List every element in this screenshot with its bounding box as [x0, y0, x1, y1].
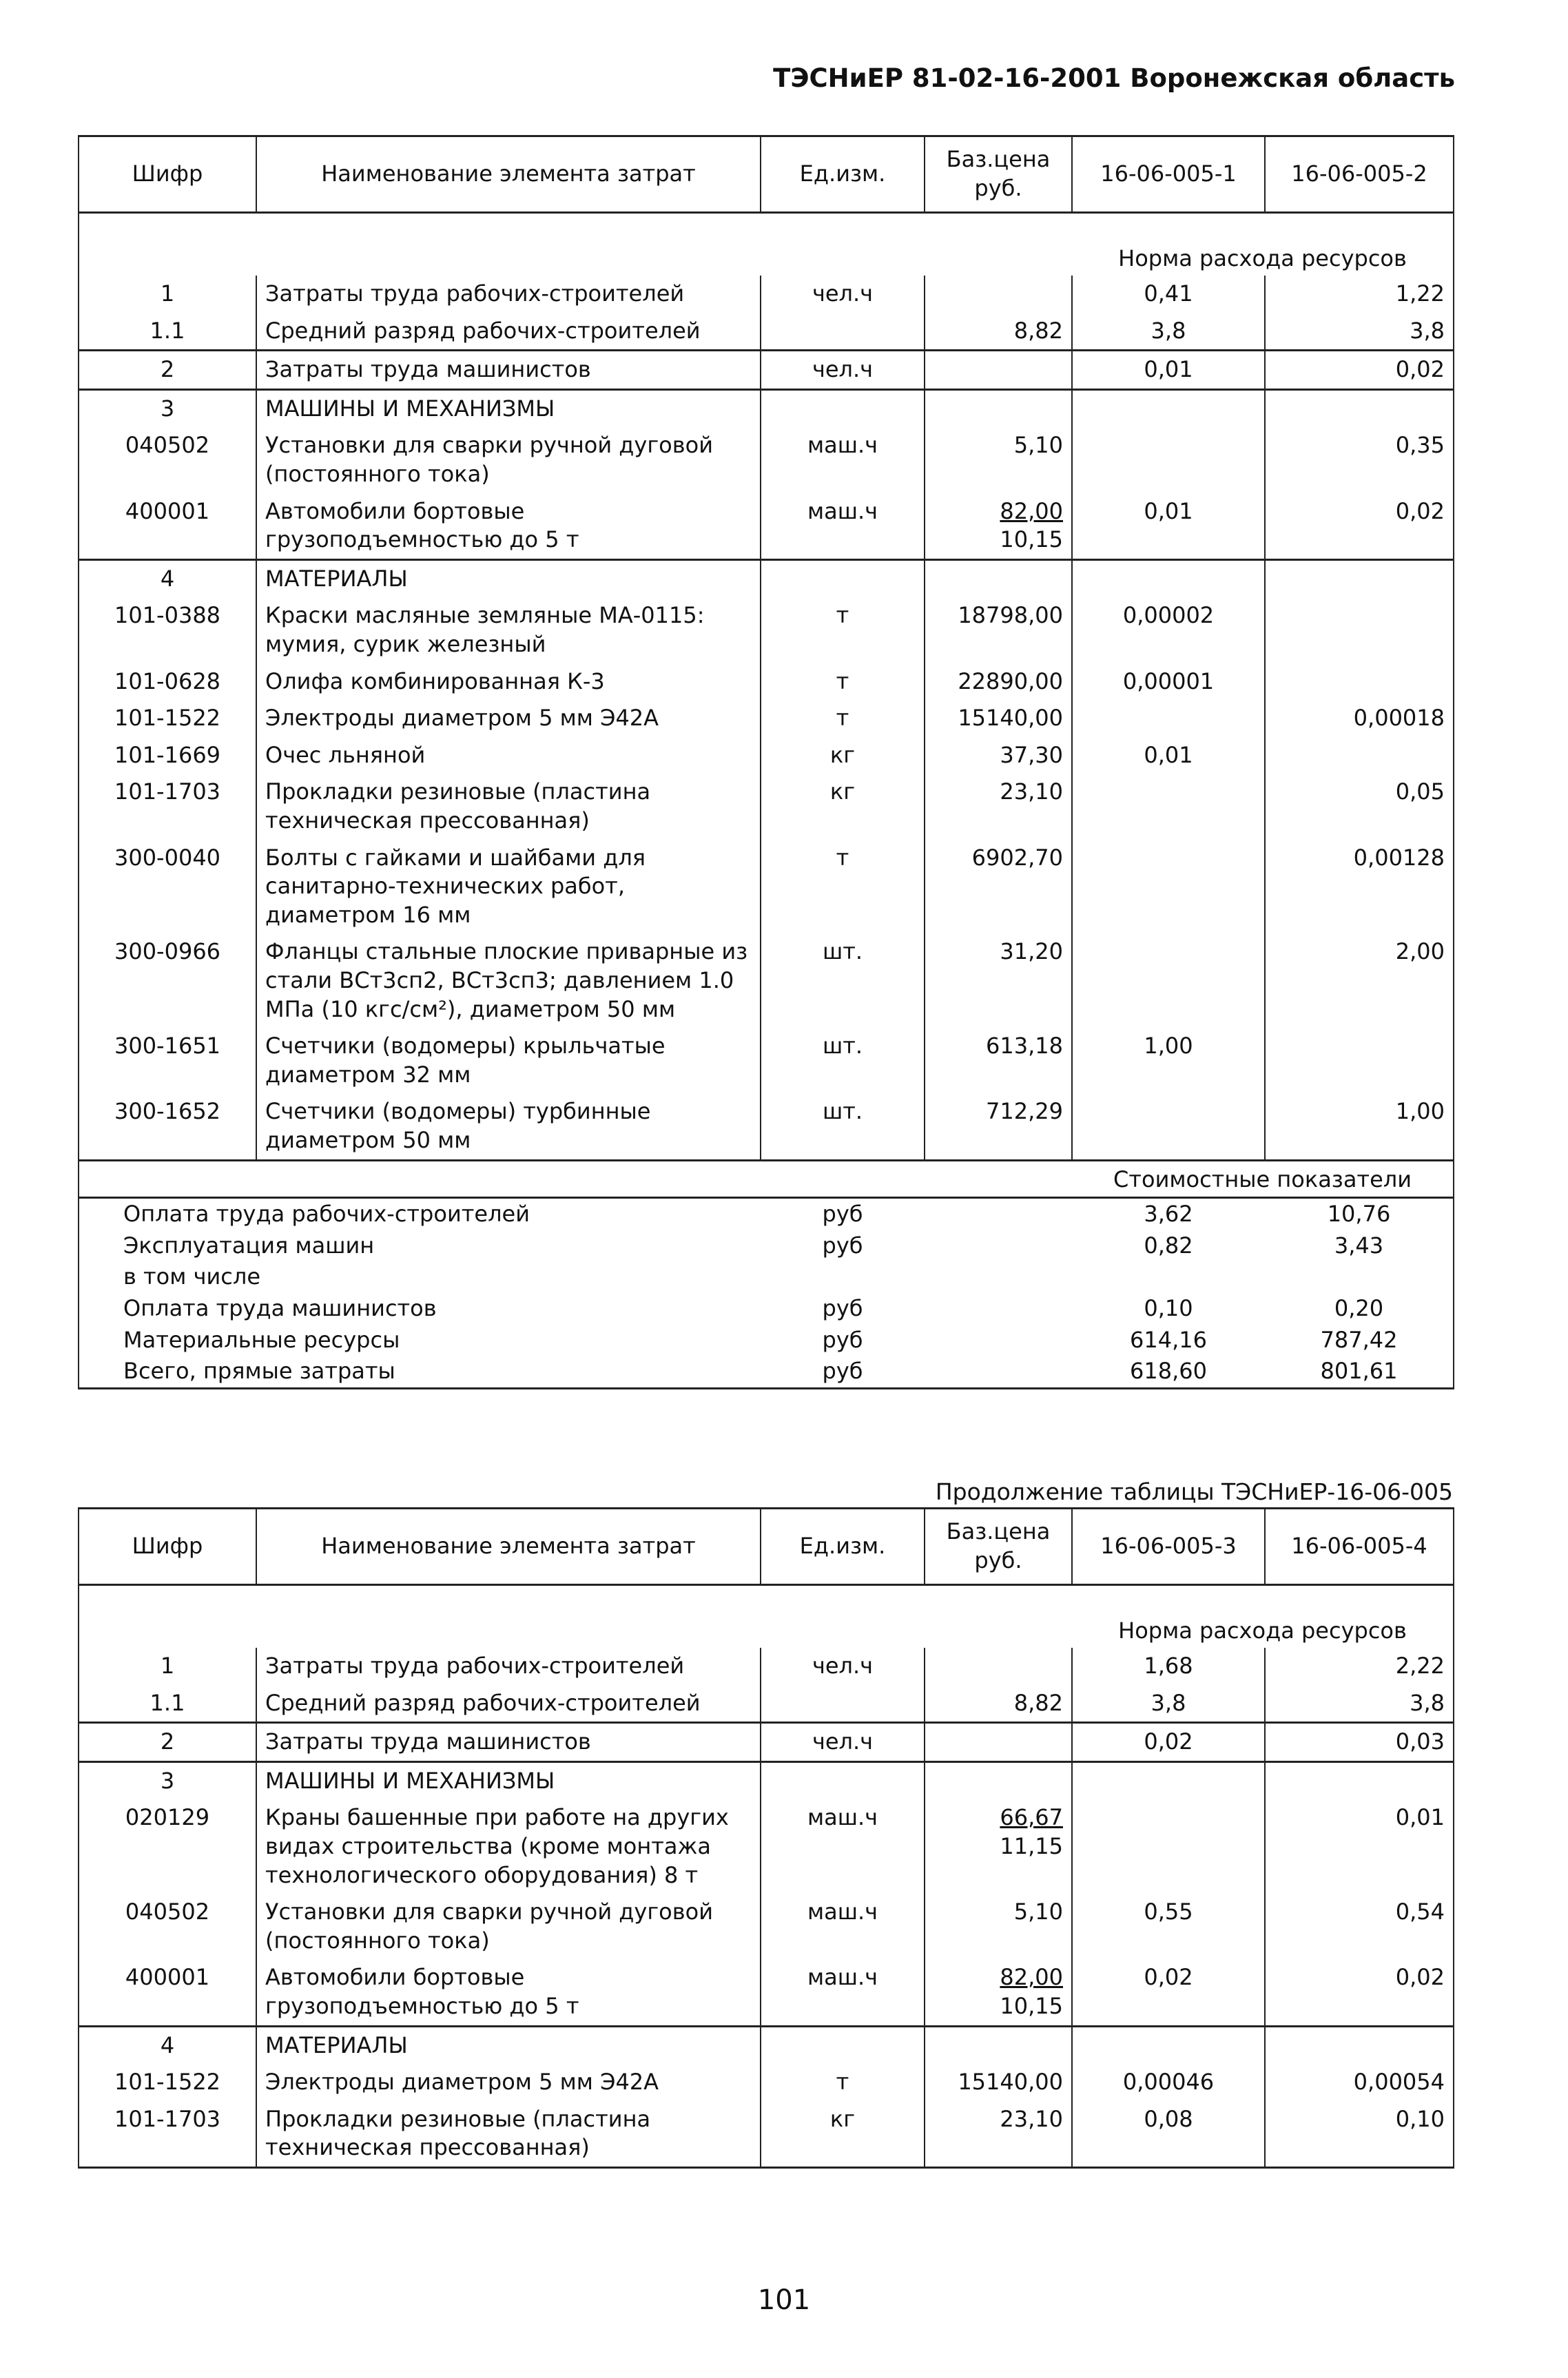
totals-row	[79, 1325, 1454, 1356]
cell-price	[925, 2101, 1072, 2168]
cell-price	[925, 351, 1072, 390]
total-label: Всего, прямые затраты	[79, 1356, 761, 1388]
cell-code: 1	[79, 276, 256, 313]
cost-totals	[79, 1198, 1454, 1389]
price-value: 23,10	[1000, 2105, 1063, 2132]
price-value-secondary: 11,15	[1000, 1833, 1063, 1860]
cell-norm-a: 3,8	[1072, 1685, 1265, 1723]
cell-norm-b: 0,02	[1265, 1959, 1454, 2026]
cell-name: Средний разряд рабочих-строителей	[256, 313, 761, 351]
cell-unit: кг	[761, 737, 925, 774]
total-value-a: 0,82	[1144, 1232, 1193, 1259]
cell-norm-a: 3,8	[1072, 313, 1265, 351]
cell-norm-b: 0,03	[1265, 1723, 1454, 1762]
cell-code: 101-0628	[79, 663, 256, 701]
norm-section-band	[79, 240, 1454, 276]
price-value: 18798,00	[958, 602, 1063, 629]
cell-unit	[761, 559, 925, 597]
resource-norm-table-2	[78, 1507, 1454, 2169]
cell-norm-a: 0,01	[1072, 351, 1265, 390]
cell-norm-b	[1265, 2026, 1454, 2064]
total-value-a: 0,10	[1144, 1294, 1193, 1321]
cell-norm-b	[1265, 1761, 1454, 1799]
total-empty	[925, 1356, 1072, 1388]
column-header-code: Шифр	[79, 136, 256, 213]
cost-section-label: Стоимостные показатели	[1072, 1160, 1454, 1198]
cell-name: Счетчики (водомеры) турбинные диаметром 50 мм	[256, 1093, 761, 1160]
total-value-a: 3,62	[1072, 1198, 1265, 1230]
cell-unit: шт.	[761, 933, 925, 1028]
cell-unit: чел.ч	[761, 276, 925, 313]
cell-norm-b	[1265, 663, 1454, 701]
total-value-b: 801,61	[1265, 1356, 1454, 1388]
table-row	[79, 1685, 1454, 1723]
cell-norm-b	[1265, 389, 1454, 427]
cell-name: Автомобили бортовые грузоподъемностью до 5 т	[256, 493, 761, 560]
cell-norm-a: 0,55	[1072, 1894, 1265, 1959]
cell-unit: т	[761, 597, 925, 663]
cell-norm-b: 1,22	[1265, 276, 1454, 313]
cell-unit	[761, 313, 925, 351]
column-header-code: Шифр	[79, 1509, 256, 1585]
table-row	[79, 663, 1454, 701]
total-value-a	[1072, 1261, 1265, 1293]
cell-price	[925, 1959, 1072, 2026]
cell-norm-a: 0,00001	[1072, 663, 1265, 701]
price-value: 613,18	[986, 1033, 1063, 1059]
table-row	[79, 427, 1454, 493]
total-unit: руб	[761, 1198, 925, 1230]
cell-name: Затраты труда рабочих-строителей	[256, 276, 761, 313]
total-value-a: 614,16	[1130, 1326, 1207, 1353]
cell-name: Болты с гайками и шайбами для санитарно-технических работ, диаметром 16 мм	[256, 840, 761, 934]
total-label: Оплата труда машинистов	[79, 1293, 761, 1325]
spacer-row	[79, 1585, 1454, 1613]
price-value: 66,67	[1000, 1804, 1063, 1831]
cell-code: 101-1669	[79, 737, 256, 774]
cell-norm-a	[1072, 1761, 1265, 1799]
table-row	[79, 1093, 1454, 1160]
cell-price	[925, 840, 1072, 934]
cell-code: 3	[79, 1761, 256, 1799]
cell-code: 400001	[79, 1959, 256, 2026]
cell-code: 2	[79, 351, 256, 390]
cell-code: 300-0040	[79, 840, 256, 934]
cell-name: Прокладки резиновые (пластина техническая прессованная)	[256, 774, 761, 839]
cell-norm-b: 0,02	[1265, 351, 1454, 390]
cell-code: 101-1522	[79, 2064, 256, 2101]
cell-unit: маш.ч	[761, 427, 925, 493]
price-value: 712,29	[986, 1098, 1063, 1125]
resource-rows	[79, 276, 1454, 1160]
cell-code: 020129	[79, 1799, 256, 1894]
cell-unit: маш.ч	[761, 1959, 925, 2026]
cell-norm-a: 0,00002	[1072, 597, 1265, 663]
table-row	[79, 737, 1454, 774]
totals-row	[79, 1293, 1454, 1325]
total-label: в том числе	[79, 1261, 761, 1293]
price-value: 5,10	[1013, 432, 1063, 459]
table-body	[79, 1585, 1454, 1648]
cell-norm-a: 0,01	[1072, 737, 1265, 774]
cell-unit: кг	[761, 2101, 925, 2168]
cell-norm-a	[1072, 933, 1265, 1028]
total-value-b: 10,76	[1265, 1198, 1454, 1230]
column-header-price: Баз.цена руб.	[925, 136, 1072, 213]
cell-norm-a: 0,08	[1072, 2101, 1265, 2168]
price-value: 23,10	[1000, 778, 1063, 805]
norm-section-label: Норма расхода ресурсов	[1072, 240, 1454, 276]
cell-norm-b: 0,10	[1265, 2101, 1454, 2168]
table-row	[79, 774, 1454, 839]
totals-row	[79, 1261, 1454, 1293]
cell-unit: т	[761, 2064, 925, 2101]
cell-unit	[761, 389, 925, 427]
cell-norm-a	[1072, 559, 1265, 597]
total-empty	[925, 1230, 1072, 1262]
table-row	[79, 1799, 1454, 1894]
price-value: 82,00	[1000, 1964, 1063, 1991]
table-row	[79, 1648, 1454, 1685]
cell-price	[925, 737, 1072, 774]
cell-unit: маш.ч	[761, 493, 925, 560]
cell-norm-a: 0,41	[1072, 276, 1265, 313]
cell-norm-a: 0,02	[1072, 1723, 1265, 1762]
table-row	[79, 597, 1454, 663]
total-empty	[925, 1325, 1072, 1356]
price-value: 22890,00	[958, 668, 1063, 694]
cell-unit: т	[761, 663, 925, 701]
column-header-price: Баз.цена руб.	[925, 1509, 1072, 1585]
table-row	[79, 1761, 1454, 1799]
cell-norm-a: 0,02	[1072, 1959, 1265, 2026]
resource-norm-table-1	[78, 135, 1454, 1389]
cell-name: Олифа комбинированная К-3	[256, 663, 761, 701]
totals-row	[79, 1230, 1454, 1262]
column-header-norm-a: 16-06-005-3	[1072, 1509, 1265, 1585]
cell-norm-b: 0,01	[1265, 1799, 1454, 1894]
cell-price	[925, 1028, 1072, 1093]
cell-code: 4	[79, 559, 256, 597]
cell-code: 101-1522	[79, 700, 256, 737]
cell-price	[925, 1093, 1072, 1160]
cell-norm-a	[1072, 840, 1265, 934]
cell-price	[925, 700, 1072, 737]
cell-norm-b	[1265, 1028, 1454, 1093]
cell-name: Установки для сварки ручной дуговой (постоянного тока)	[256, 427, 761, 493]
column-header-name: Наименование элемента затрат	[256, 136, 761, 213]
cell-price	[925, 1648, 1072, 1685]
total-unit: руб	[822, 1232, 863, 1259]
cell-price	[925, 559, 1072, 597]
cell-norm-b: 2,00	[1265, 933, 1454, 1028]
cell-name: Установки для сварки ручной дуговой (постоянного тока)	[256, 1894, 761, 1959]
cell-norm-a	[1072, 427, 1265, 493]
cell-unit: т	[761, 700, 925, 737]
table-row	[79, 559, 1454, 597]
table-row	[79, 1959, 1454, 2026]
cell-norm-b: 0,00054	[1265, 2064, 1454, 2101]
table-row	[79, 2064, 1454, 2101]
cost-section	[79, 1160, 1454, 1198]
cell-price	[925, 389, 1072, 427]
table-row	[79, 1028, 1454, 1093]
cell-code: 101-1703	[79, 2101, 256, 2168]
cell-name: Счетчики (водомеры) крыльчатые диаметром 32 мм	[256, 1028, 761, 1093]
table-row	[79, 840, 1454, 934]
price-value: 31,20	[1000, 938, 1063, 965]
price-value: 82,00	[1000, 497, 1063, 524]
cell-norm-a	[1072, 700, 1265, 737]
table-header-row	[79, 1509, 1454, 1585]
total-unit	[761, 1261, 925, 1293]
cell-unit: шт.	[761, 1093, 925, 1160]
cell-price	[925, 493, 1072, 560]
cell-unit: кг	[761, 774, 925, 839]
cell-code: 2	[79, 1723, 256, 1762]
cell-price	[925, 1799, 1072, 1894]
cell-code: 1.1	[79, 1685, 256, 1723]
cell-name: Фланцы стальные плоские приварные из стали ВСт3сп2, ВСт3сп3; давлением 1.0 МПа (10 кгс/см²), диаметром 50 мм	[256, 933, 761, 1028]
table-row	[79, 933, 1454, 1028]
cell-norm-b: 0,35	[1265, 427, 1454, 493]
cell-code: 300-0966	[79, 933, 256, 1028]
cell-code: 1	[79, 1648, 256, 1685]
cell-unit: чел.ч	[761, 1723, 925, 1762]
column-header-norm-b: 16-06-005-2	[1265, 136, 1454, 213]
cell-norm-a	[1072, 1799, 1265, 1894]
norm-section-band	[79, 1613, 1454, 1648]
price-value: 37,30	[1000, 741, 1063, 768]
resource-rows	[79, 1648, 1454, 2167]
cell-norm-b: 2,22	[1265, 1648, 1454, 1685]
price-value: 8,82	[1013, 317, 1063, 344]
cell-unit: шт.	[761, 1028, 925, 1093]
table-row	[79, 2101, 1454, 2168]
table-row	[79, 313, 1454, 351]
cell-norm-b	[1265, 559, 1454, 597]
cell-norm-b: 0,54	[1265, 1894, 1454, 1959]
cell-price	[925, 2064, 1072, 2101]
totals-row	[79, 1198, 1454, 1230]
cell-price	[925, 1894, 1072, 1959]
cell-price	[925, 1685, 1072, 1723]
cell-norm-a: 1,00	[1072, 1028, 1265, 1093]
cell-norm-b: 0,05	[1265, 774, 1454, 839]
cell-norm-b	[1265, 597, 1454, 663]
cell-norm-a: 1,68	[1072, 1648, 1265, 1685]
cell-name: Прокладки резиновые (пластина техническая прессованная)	[256, 2101, 761, 2168]
price-value: 5,10	[1013, 1899, 1063, 1925]
price-value-secondary: 10,15	[1000, 1993, 1063, 2020]
cell-price	[925, 774, 1072, 839]
total-label: Материальные ресурсы	[79, 1325, 761, 1356]
cell-code: 1.1	[79, 313, 256, 351]
cell-price	[925, 2026, 1072, 2064]
cost-section-band	[79, 1160, 1454, 1198]
column-header-unit: Ед.изм.	[761, 1509, 925, 1585]
cell-norm-b: 0,00018	[1265, 700, 1454, 737]
total-value-b: 3,43	[1265, 1230, 1454, 1262]
table-row	[79, 351, 1454, 390]
cell-name: Краски масляные земляные МА-0115: мумия, сурик железный	[256, 597, 761, 663]
cell-code: 040502	[79, 1894, 256, 1959]
cell-unit: т	[761, 840, 925, 934]
total-label: Эксплуатация машин	[79, 1230, 761, 1262]
total-label: Оплата труда рабочих-строителей	[79, 1198, 761, 1230]
cell-norm-b: 1,00	[1265, 1093, 1454, 1160]
cell-norm-a	[1072, 2026, 1265, 2064]
cell-price	[925, 597, 1072, 663]
cell-norm-a	[1072, 389, 1265, 427]
cell-price	[925, 427, 1072, 493]
cell-code: 300-1651	[79, 1028, 256, 1093]
cell-price	[925, 933, 1072, 1028]
cell-name: Электроды диаметром 5 мм Э42А	[256, 2064, 761, 2101]
table-body	[79, 213, 1454, 276]
cell-price	[925, 1761, 1072, 1799]
total-empty	[925, 1198, 1072, 1230]
cell-norm-b	[1265, 737, 1454, 774]
column-header-norm-a: 16-06-005-1	[1072, 136, 1265, 213]
cell-price	[925, 1723, 1072, 1762]
continuation-title: Продолжение таблицы ТЭСНиЕР-16-06-005	[935, 1478, 1453, 1505]
cell-norm-a: 0,01	[1072, 493, 1265, 560]
page-number: 101	[757, 2284, 811, 2316]
cell-name: Затраты труда машинистов	[256, 351, 761, 390]
document-header-title: ТЭСНиЕР 81-02-16-2001 Воронежская область	[773, 63, 1455, 93]
price-value: 15140,00	[958, 2069, 1063, 2096]
cell-name: МАШИНЫ И МЕХАНИЗМЫ	[256, 1761, 761, 1799]
cell-norm-a	[1072, 1093, 1265, 1160]
price-value: 6902,70	[971, 844, 1063, 871]
norm-section-label: Норма расхода ресурсов	[1072, 1613, 1454, 1648]
cell-norm-b: 0,02	[1265, 493, 1454, 560]
spacer-row	[79, 213, 1454, 240]
cell-price	[925, 276, 1072, 313]
cell-unit: чел.ч	[761, 351, 925, 390]
cell-name: Краны башенные при работе на других видах строительства (кроме монтажа технологического оборудования) 8 т	[256, 1799, 761, 1894]
table-row	[79, 389, 1454, 427]
totals-row	[79, 1356, 1454, 1388]
cell-code: 040502	[79, 427, 256, 493]
total-unit: руб	[761, 1356, 925, 1388]
cell-name: Затраты труда рабочих-строителей	[256, 1648, 761, 1685]
cell-unit: маш.ч	[761, 1894, 925, 1959]
cell-code: 101-1703	[79, 774, 256, 839]
cell-name: МАТЕРИАЛЫ	[256, 559, 761, 597]
column-header-unit: Ед.изм.	[761, 136, 925, 213]
cell-unit	[761, 2026, 925, 2064]
total-unit: руб	[822, 1326, 863, 1353]
table-row	[79, 1894, 1454, 1959]
cell-name: Средний разряд рабочих-строителей	[256, 1685, 761, 1723]
cell-unit: чел.ч	[761, 1648, 925, 1685]
cell-code: 3	[79, 389, 256, 427]
cell-code: 4	[79, 2026, 256, 2064]
table-row	[79, 493, 1454, 560]
table-row	[79, 700, 1454, 737]
cell-unit	[761, 1761, 925, 1799]
cell-norm-b: 3,8	[1265, 313, 1454, 351]
cell-price	[925, 313, 1072, 351]
column-header-name: Наименование элемента затрат	[256, 1509, 761, 1585]
table-row	[79, 276, 1454, 313]
cell-name: МАТЕРИАЛЫ	[256, 2026, 761, 2064]
cell-name: Автомобили бортовые грузоподъемностью до 5 т	[256, 1959, 761, 2026]
total-value-a: 618,60	[1072, 1356, 1265, 1388]
total-value-b	[1265, 1261, 1454, 1293]
table-row	[79, 1723, 1454, 1762]
total-empty	[925, 1293, 1072, 1325]
cell-code: 300-1652	[79, 1093, 256, 1160]
table-header-row	[79, 136, 1454, 213]
cell-price	[925, 663, 1072, 701]
column-header-norm-b: 16-06-005-4	[1265, 1509, 1454, 1585]
cell-name: МАШИНЫ И МЕХАНИЗМЫ	[256, 389, 761, 427]
cell-norm-a: 0,00046	[1072, 2064, 1265, 2101]
price-value: 15140,00	[958, 705, 1063, 732]
price-value-secondary: 10,15	[1000, 526, 1063, 553]
cell-unit	[761, 1685, 925, 1723]
cell-name: Очес льняной	[256, 737, 761, 774]
total-value-b: 0,20	[1265, 1293, 1454, 1325]
cell-code: 400001	[79, 493, 256, 560]
cell-unit: маш.ч	[761, 1799, 925, 1894]
total-value-b: 787,42	[1265, 1325, 1454, 1356]
cell-name: Электроды диаметром 5 мм Э42А	[256, 700, 761, 737]
cell-norm-a	[1072, 774, 1265, 839]
cell-code: 101-0388	[79, 597, 256, 663]
table-row	[79, 2026, 1454, 2064]
total-unit: руб	[822, 1294, 863, 1321]
cell-norm-b: 0,00128	[1265, 840, 1454, 934]
cell-name: Затраты труда машинистов	[256, 1723, 761, 1762]
total-empty	[925, 1261, 1072, 1293]
cell-norm-b: 3,8	[1265, 1685, 1454, 1723]
price-value: 8,82	[1013, 1689, 1063, 1716]
